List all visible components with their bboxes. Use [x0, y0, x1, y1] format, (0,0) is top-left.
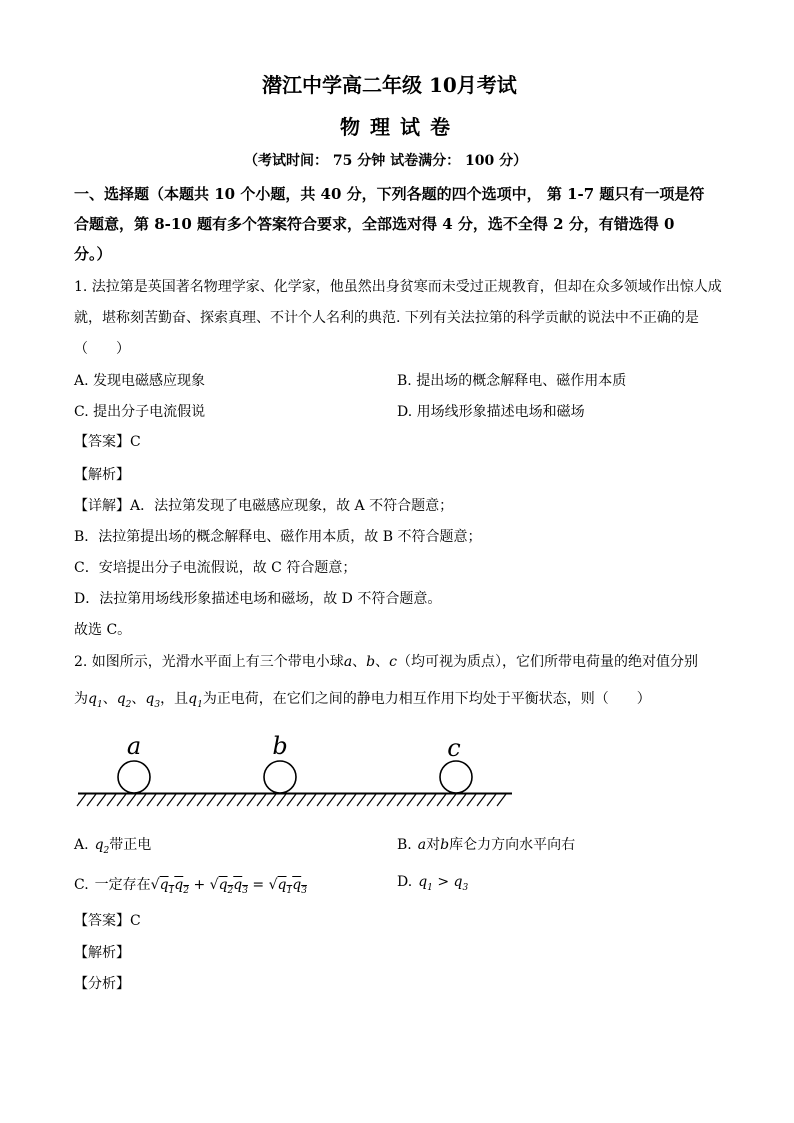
hatch-mark — [447, 794, 456, 806]
ball-a-label: a — [126, 732, 142, 760]
q2-analysis-sub: 【分析】 — [74, 976, 130, 992]
q2-option-b-a: a — [417, 837, 427, 853]
hatch-mark — [277, 794, 286, 806]
q2-ball-b-symbol: b — [366, 654, 376, 670]
hatch-mark — [407, 794, 416, 806]
hatch-mark — [127, 794, 136, 806]
q1-option-c: C. 提出分子电流假说 — [74, 404, 206, 420]
hatch-mark — [487, 794, 496, 806]
hatch-mark — [327, 794, 336, 806]
q2-option-b-mid: 对 — [426, 837, 441, 853]
hatch-mark — [497, 794, 506, 806]
q1-detail-line1: 【详解】A．法拉第发现了电磁感应现象，故 A 不符合题意； — [74, 498, 454, 514]
hatch-mark — [417, 794, 426, 806]
q1-option-a: A. 发现电磁感应现象 — [74, 373, 206, 389]
hatch-mark — [357, 794, 366, 806]
hatch-mark — [367, 794, 376, 806]
hatch-mark — [107, 794, 116, 806]
hatch-mark — [117, 794, 126, 806]
hatch-mark — [427, 794, 436, 806]
q2-option-c-letter: C. — [74, 877, 89, 893]
section-heading-line3: 分。） — [74, 245, 112, 263]
section-heading-line1: 一、选择题（本题共 10 个小题，共 40 分，下列各题的四个选项中， 第 1-7 题只有一项是符 — [74, 185, 705, 203]
hatch-mark — [377, 794, 386, 806]
q2-stem-line2: 为$q_1$、$q_2$、$q_3$，且$q_1$为正电荷，在它们之间的静电力相互作用下均处于平衡状态，则（ ） — [74, 691, 651, 710]
q1-option-b: B. 提出场的概念解释电、磁作用本质 — [397, 373, 627, 389]
hatch-mark — [167, 794, 176, 806]
q1-conclusion: 故选 C。 — [74, 622, 132, 638]
hatch-mark — [237, 794, 246, 806]
q1-detail-line2: B．法拉第提出场的概念解释电、磁作用本质，故 B 不符合题意； — [74, 529, 482, 545]
ball-c — [440, 734, 472, 793]
q2-option-c-prefix: 一定存在 — [94, 877, 151, 893]
q2-stem-line2-a: 为 — [74, 691, 88, 707]
hatch-mark — [267, 794, 276, 806]
hatch-mark — [137, 794, 146, 806]
q2-stem-line2-b: ，且 — [160, 691, 189, 707]
hatch-mark — [217, 794, 226, 806]
q1-analysis-label: 【解析】 — [74, 467, 130, 483]
hatch-mark — [297, 794, 306, 806]
hatch-mark — [257, 794, 266, 806]
q2-option-a-letter: A. — [74, 837, 89, 853]
section-heading-line2: 合题意，第 8-10 题有多个答案符合要求，全部选对得 4 分，选不全得 2 分，有错选得 0 — [74, 215, 675, 233]
ball-a — [118, 732, 150, 793]
ground-hatching — [77, 794, 506, 806]
q2-option-b-text: 库仑力方向水平向右 — [449, 837, 576, 853]
q2-charge-q1: $q_1$ — [88, 691, 103, 710]
q2-stem-line1: 2. 如图所示，光滑水平面上有三个带电小球a、b、c（均可视为质点），它们所带电荷量的绝对值分别 — [74, 654, 698, 670]
q2-charge-q3: $q_3$ — [145, 691, 161, 710]
q2-option-a-q2: $q_2$ — [94, 837, 110, 856]
q2-diagram — [74, 728, 519, 818]
hatch-mark — [307, 794, 316, 806]
q2-option-a — [74, 834, 151, 856]
hatch-mark — [467, 794, 476, 806]
hatch-mark — [197, 794, 206, 806]
q2-option-c — [74, 874, 307, 896]
ball-b — [264, 732, 296, 793]
q2-analysis-label: 【解析】 — [74, 945, 130, 961]
hatch-mark — [247, 794, 256, 806]
q2-option-b-b: b — [440, 837, 450, 853]
q1-answer: 【答案】C — [74, 434, 141, 450]
exam-subtitle: 物理试卷 — [340, 115, 460, 139]
q2-option-b-letter: B. — [397, 837, 412, 853]
q1-detail-line4: D．法拉第用场线形象描述电场和磁场，故 D 不符合题意。 — [74, 591, 442, 607]
hatch-mark — [147, 794, 156, 806]
hatch-mark — [347, 794, 356, 806]
q2-charge-q2: $q_2$ — [116, 691, 132, 710]
q1-option-d: D. 用场线形象描述电场和磁场 — [397, 404, 585, 420]
hatch-mark — [317, 794, 326, 806]
q2-ball-c-symbol: c — [389, 654, 397, 670]
q2-answer: 【答案】C — [74, 913, 141, 929]
q2-stem-line1-a: 2. 如图所示，光滑水平面上有三个带电小球 — [74, 654, 344, 670]
hatch-mark — [77, 794, 86, 806]
hatch-mark — [337, 794, 346, 806]
q2-option-c-formula: $√q_1q_2 + √q_2q_3 = √q_1q_3$ — [150, 877, 307, 896]
hatch-mark — [437, 794, 446, 806]
q1-detail-line3: C．安培提出分子电流假说，故 C 符合题意； — [74, 560, 357, 576]
hatch-mark — [157, 794, 166, 806]
q1-stem-line3: （ ） — [74, 341, 130, 357]
q2-option-d — [397, 874, 468, 893]
hatch-mark — [87, 794, 96, 806]
q2-stem-line1-b: （均可视为质点），它们所带电荷量的绝对值分别 — [396, 654, 698, 670]
q1-stem-line1: 1. 法拉第是英国著名物理学家、化学家，他虽然出身贫寒而未受过正规教育，但却在众多领域作出惊人成 — [74, 279, 722, 295]
exam-title: 潜江中学高二年级 10月考试 — [262, 73, 517, 97]
ball-b-label: b — [272, 732, 288, 760]
q2-option-d-letter: D. — [397, 874, 413, 890]
hatch-mark — [207, 794, 216, 806]
hatch-mark — [227, 794, 236, 806]
hatch-mark — [397, 794, 406, 806]
ball-c-label: c — [447, 734, 461, 762]
q2-option-d-formula: $q_1 > q_3$ — [418, 874, 469, 893]
q2-ball-a-symbol: a — [343, 654, 353, 670]
hatch-mark — [287, 794, 296, 806]
q2-stem-line2-c: 为正电荷，在它们之间的静电力相互作用下均处于平衡状态，则（ ） — [202, 691, 651, 707]
exam-time-note: （考试时间： 75 分钟 试卷满分： 100 分） — [244, 153, 528, 169]
hatch-mark — [457, 794, 466, 806]
q2-option-a-text: 带正电 — [109, 837, 152, 853]
hatch-mark — [187, 794, 196, 806]
q1-stem-line2: 就，堪称刻苦勤奋、探索真理、不计个人名利的典范. 下列有关法拉第的科学贡献的说法中不正确的是 — [74, 310, 699, 326]
hatch-mark — [477, 794, 486, 806]
q2-option-b — [397, 834, 575, 854]
hatch-mark — [177, 794, 186, 806]
hatch-mark — [387, 794, 396, 806]
q2-charge-q1-ref: $q_1$ — [188, 691, 203, 710]
hatch-mark — [97, 794, 106, 806]
